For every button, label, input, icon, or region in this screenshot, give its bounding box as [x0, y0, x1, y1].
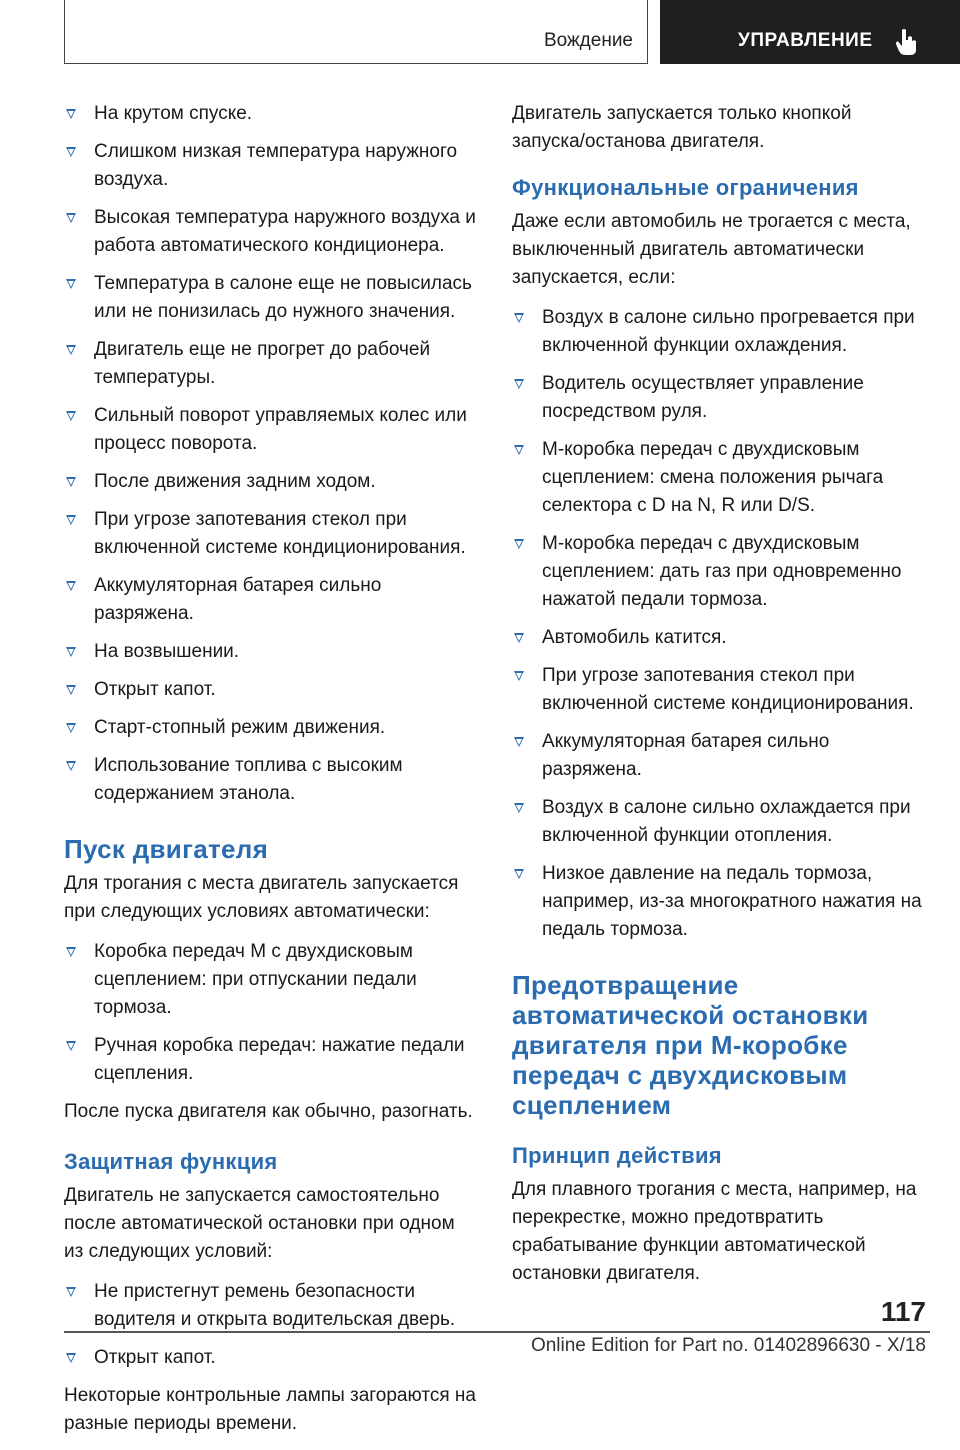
list-item	[512, 728, 926, 784]
list-item-text: Аккумуляторная батарея сильно разряжена.	[542, 731, 830, 780]
list-item-text: Высокая температура наружного воздуха и работа автоматического кондиционера.	[94, 207, 476, 256]
list-item-text: Автомобиль катится.	[542, 627, 727, 648]
list-item	[512, 860, 926, 944]
list-item	[512, 436, 926, 520]
triangle-bullet-icon	[66, 947, 76, 957]
heading-protective-function: Защитная функция	[64, 1149, 278, 1174]
list-item	[64, 270, 476, 326]
list-item-text: При угрозе запотевания стекол при включенной системе кондиционирования.	[94, 509, 466, 558]
triangle-bullet-icon	[514, 869, 524, 879]
list-item-text: Старт-стопный режим движения.	[94, 717, 386, 738]
heading-principle: Принцип действия	[512, 1143, 722, 1168]
protective-conditions-list	[64, 1278, 476, 1372]
list-item	[64, 676, 476, 704]
conditions-list	[64, 100, 476, 808]
start-conditions-list	[64, 938, 476, 1088]
paragraph-after-start: После пуска двигателя как обычно, разогнать.	[64, 1101, 473, 1122]
triangle-bullet-icon	[514, 633, 524, 643]
list-item	[64, 100, 476, 128]
triangle-bullet-icon	[514, 379, 524, 389]
triangle-bullet-icon	[66, 109, 76, 119]
list-item-text: На возвышении.	[94, 641, 240, 662]
triangle-bullet-icon	[66, 723, 76, 733]
triangle-bullet-icon	[514, 737, 524, 747]
heading-engine-start: Пуск двигателя	[64, 834, 269, 864]
list-item	[512, 304, 926, 360]
paragraph-protective-function: Двигатель не запускается самостоятельно после автоматической остановки при одном из следующих условий:	[64, 1185, 455, 1262]
paragraph-start-button: Двигатель запускается только кнопкой запуска/останова двигателя.	[512, 103, 852, 152]
triangle-bullet-icon	[66, 477, 76, 487]
header-section	[64, 0, 648, 64]
list-item-text: Воздух в салоне сильно охлаждается при включенной функции отопления.	[542, 797, 911, 846]
list-item-text: Слишком низкая температура наружного воздуха.	[94, 141, 458, 190]
triangle-bullet-icon	[66, 1287, 76, 1297]
list-item-text: Аккумуляторная батарея сильно разряжена.	[94, 575, 382, 624]
list-item-text: Ручная коробка передач: нажатие педали сцепления.	[94, 1035, 465, 1084]
list-item-text: После движения задним ходом.	[94, 471, 376, 492]
triangle-bullet-icon	[66, 515, 76, 525]
heading-prevent-auto-stop: Предотвращение автоматической остановки двигателя при M-коробке передач с двухдисковым сцеплением	[512, 970, 869, 1120]
triangle-bullet-icon	[66, 213, 76, 223]
list-item-text: Открыт капот.	[94, 1347, 216, 1368]
paragraph-engine-start: Для трогания с места двигатель запускается при следующих условиях автоматически:	[64, 873, 459, 922]
list-item	[64, 638, 476, 666]
auto-start-list	[512, 304, 926, 944]
list-item-text: Не пристегнут ремень безопасности водителя и открыта водительская дверь.	[94, 1281, 456, 1330]
list-item	[64, 714, 476, 742]
list-item-text: Использование топлива с высоким содержанием этанола.	[94, 755, 403, 804]
list-item	[64, 938, 476, 1022]
triangle-bullet-icon	[66, 345, 76, 355]
paragraph-functional-limits: Даже если автомобиль не трогается с места, выключенный двигатель автоматически запускается, если:	[512, 211, 911, 288]
triangle-bullet-icon	[66, 647, 76, 657]
chapter-title: УПРАВЛЕНИЕ	[738, 30, 873, 51]
list-item-text: M-коробка передач с двухдисковым сцеплением: смена положения рычага селектора с D на N, R или D/S.	[542, 439, 884, 516]
list-item	[64, 204, 476, 260]
list-item	[512, 662, 926, 718]
triangle-bullet-icon	[66, 147, 76, 157]
triangle-bullet-icon	[66, 1041, 76, 1051]
paragraph-principle: Для плавного трогания с места, например, на перекрестке, можно предотвратить срабатывание функции автоматической остановки двигателя.	[512, 1179, 917, 1284]
list-item	[64, 138, 476, 194]
list-item-text: Температура в салоне еще не повысилась или не понизилась до нужного значения.	[94, 273, 472, 322]
list-item-text: Воздух в салоне сильно прогревается при включенной функции охлаждения.	[542, 307, 915, 356]
list-item-text: Двигатель еще не прогрет до рабочей температуры.	[94, 339, 431, 388]
triangle-bullet-icon	[66, 761, 76, 771]
list-item	[64, 1278, 476, 1334]
triangle-bullet-icon	[514, 671, 524, 681]
list-item	[512, 370, 926, 426]
list-item-text: Водитель осуществляет управление посредством руля.	[542, 373, 864, 422]
triangle-bullet-icon	[66, 581, 76, 591]
list-item	[512, 794, 926, 850]
list-item	[64, 402, 476, 458]
triangle-bullet-icon	[514, 445, 524, 455]
page-number: 117	[880, 1296, 926, 1327]
list-item-text: Низкое давление на педаль тормоза, например, из-за многократного нажатия на педаль тормоза.	[542, 863, 922, 940]
list-item-text: Открыт капот.	[94, 679, 216, 700]
list-item	[64, 1032, 476, 1088]
triangle-bullet-icon	[66, 685, 76, 695]
list-item	[512, 530, 926, 614]
list-item	[64, 1344, 476, 1372]
list-item	[64, 506, 476, 562]
left-column	[64, 100, 476, 1450]
triangle-bullet-icon	[66, 279, 76, 289]
paragraph-warning-lamps: Некоторые контрольные лампы загораются на разные периоды времени.	[64, 1385, 476, 1434]
list-item-text: При угрозе запотевания стекол при включенной системе кондиционирования.	[542, 665, 914, 714]
section-title: Вождение	[543, 30, 633, 51]
list-item	[64, 572, 476, 628]
edition-footer: Online Edition for Part no. 01402896630 - X/18	[530, 1335, 926, 1356]
triangle-bullet-icon	[514, 803, 524, 813]
triangle-bullet-icon	[514, 313, 524, 323]
list-item	[64, 752, 476, 808]
heading-functional-limits: Функциональные ограничения	[512, 175, 859, 200]
list-item	[64, 468, 476, 496]
list-item-text: Сильный поворот управляемых колес или процесс поворота.	[94, 405, 467, 454]
triangle-bullet-icon	[514, 539, 524, 549]
triangle-bullet-icon	[66, 411, 76, 421]
list-item	[512, 624, 926, 652]
list-item-text: На крутом спуске.	[94, 103, 253, 124]
right-column	[512, 100, 926, 1300]
list-item-text: Коробка передач M с двухдисковым сцеплением: при отпускании педали тормоза.	[94, 941, 417, 1018]
list-item	[64, 336, 476, 392]
footer-divider	[64, 1331, 930, 1333]
list-item-text: M-коробка передач с двухдисковым сцеплением: дать газ при одновременно нажатой педали тормоза.	[542, 533, 902, 610]
hand-pointer-icon	[894, 28, 920, 56]
